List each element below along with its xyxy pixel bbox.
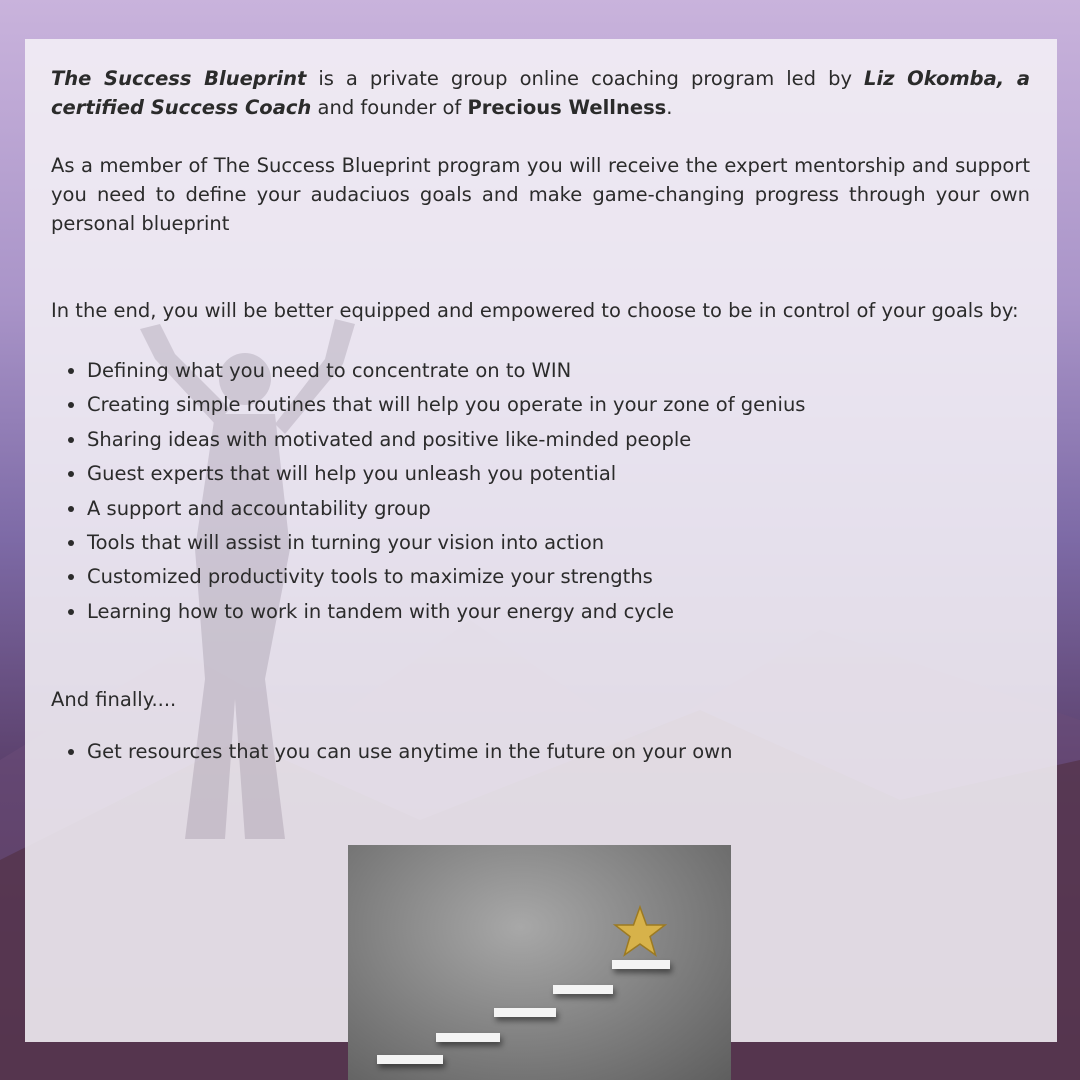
membership-paragraph: As a member of The Success Blueprint program you will receive the expert mentorship and support you need to define your audaciuos goals and make game-changing progress through your own personal blueprint — [51, 154, 1030, 235]
benefits-list — [51, 354, 1030, 629]
intro-paragraph: The Success Blueprint is a private group online coaching program led by Liz Okomba, a certified Success Coach and founder of Precious Wellness. — [51, 67, 1030, 119]
stair-step — [494, 1008, 556, 1017]
coach-name: Liz Okomba, a certified Success Coach — [51, 67, 1030, 119]
finally-heading: And finally.... — [51, 688, 177, 712]
list-item: • Creating simple routines that will help you operate in your zone of genius — [87, 388, 1030, 422]
star-icon — [612, 905, 668, 961]
stairs-to-star-image — [348, 845, 731, 1080]
stair-step — [612, 960, 670, 969]
list-item: • A support and accountability group — [87, 492, 1030, 526]
organization-name: Precious Wellness — [467, 96, 667, 119]
list-item: • Get resources that you can use anytime in the future on your own — [87, 735, 1030, 769]
stair-step — [436, 1033, 500, 1042]
final-list — [51, 735, 1030, 769]
list-item: • Tools that will assist in turning your vision into action — [87, 526, 1030, 560]
end-paragraph: In the end, you will be better equipped and empowered to choose to be in control of your goals by: — [51, 299, 1019, 322]
list-item: • Sharing ideas with motivated and positive like-minded people — [87, 423, 1030, 457]
stair-step — [553, 985, 613, 994]
list-item: • Customized productivity tools to maximize your strengths — [87, 560, 1030, 594]
list-item: • Guest experts that will help you unleash you potential — [87, 457, 1030, 491]
program-title: The Success Blueprint — [51, 67, 307, 90]
main-content — [51, 64, 1030, 770]
stair-step — [377, 1055, 443, 1064]
list-item: • Learning how to work in tandem with your energy and cycle — [87, 595, 1030, 629]
list-item: • Defining what you need to concentrate on to WIN — [87, 354, 1030, 388]
